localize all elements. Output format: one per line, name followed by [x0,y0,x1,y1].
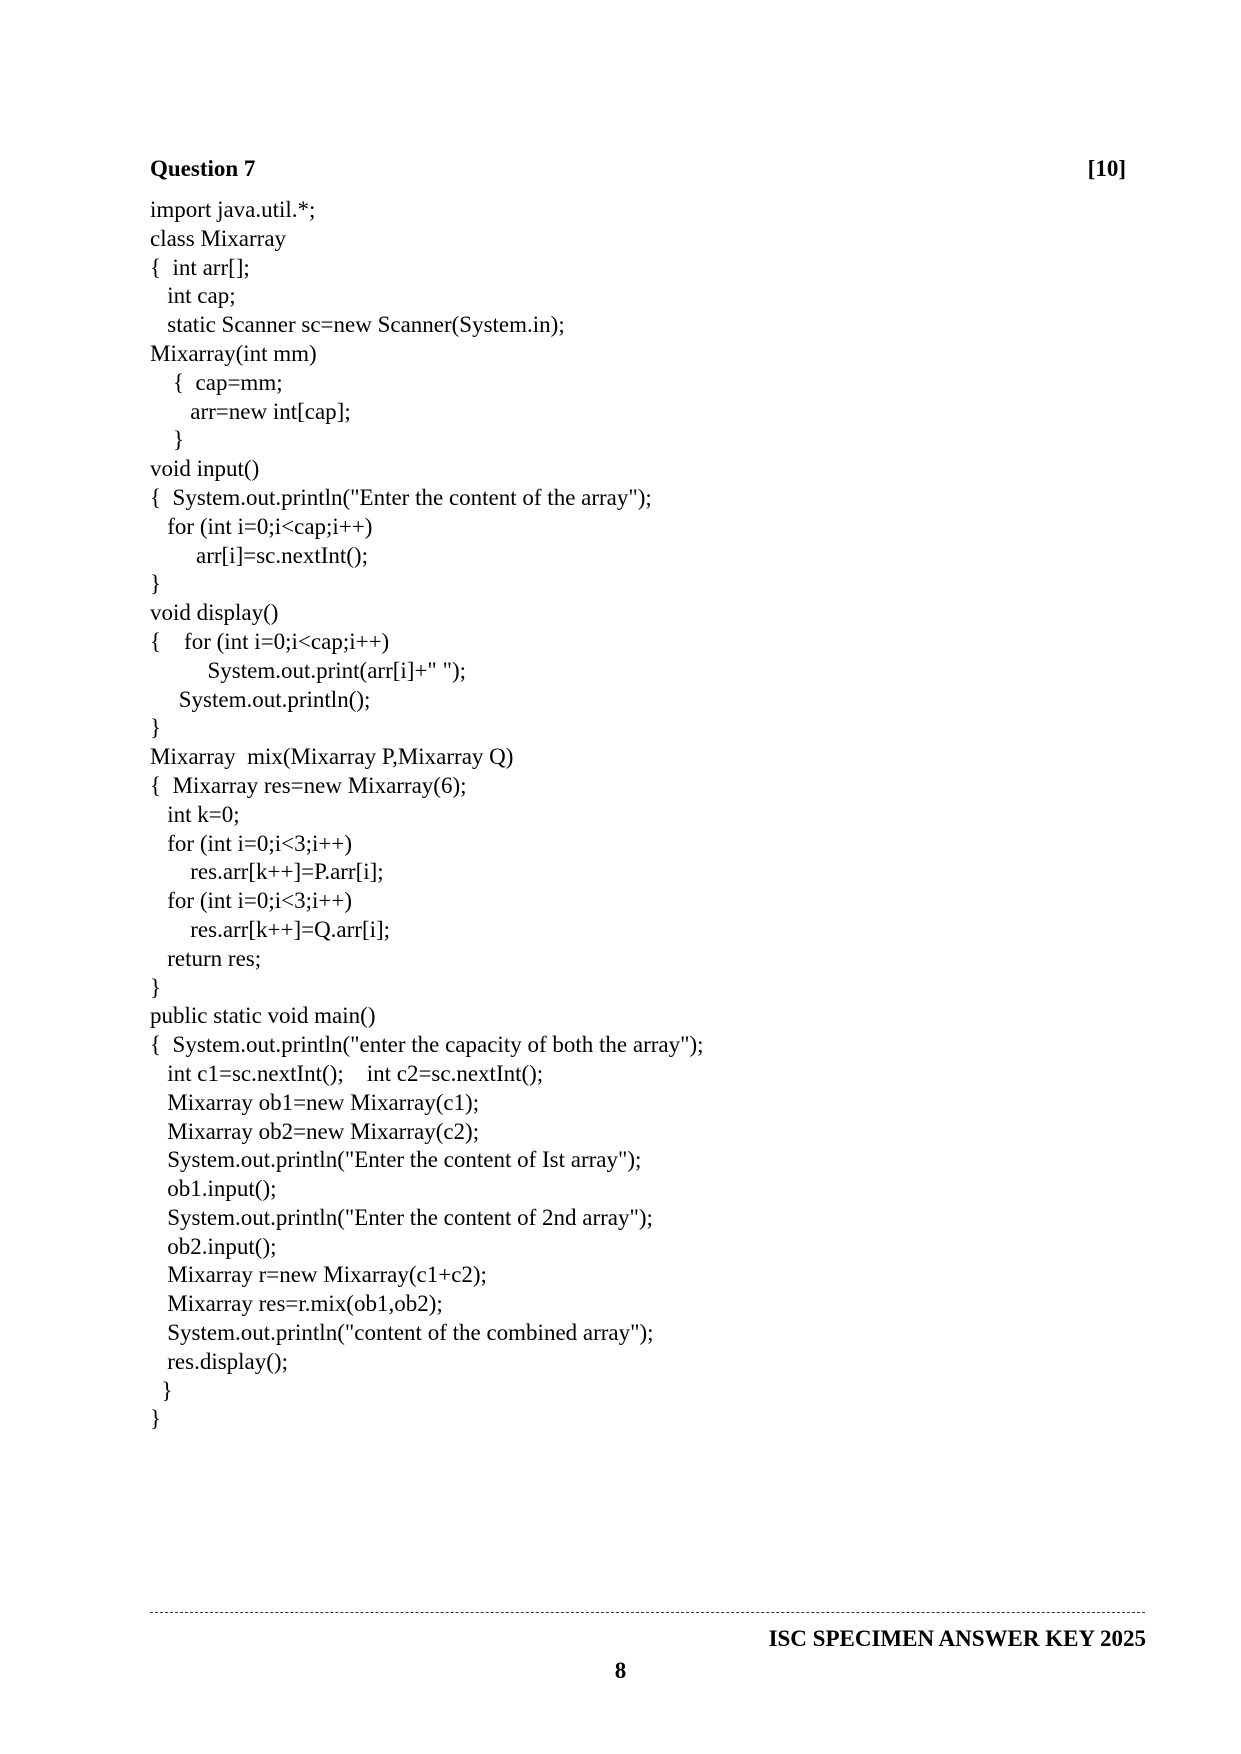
code-line: for (int i=0;i<cap;i++) [150,513,373,539]
code-line: int c1=sc.nextInt(); int c2=sc.nextInt(); [150,1060,544,1086]
page-number: 8 [614,1658,627,1683]
code-line: { Mixarray res=new Mixarray(6); [150,772,467,798]
code-line: arr=new int[cap]; [150,398,351,424]
code-line: ob2.input(); [150,1233,277,1259]
code-line: Mixarray res=r.mix(ob1,ob2); [150,1291,443,1317]
question-heading: Question 7 [150,156,256,181]
code-line: import java.util.*; [150,197,316,222]
code-line: { System.out.println("enter the capacity of both the array"); [150,1032,704,1058]
code-line: } [150,571,162,597]
code-line: Mixarray mix(Mixarray P,Mixarray Q) [150,744,514,770]
code-line: } [150,974,162,1000]
code-line: return res; [150,945,262,971]
code-line: } [150,715,162,741]
code-line: ob1.input(); [150,1176,277,1202]
question-marks: [10] [1087,156,1126,181]
code-line: arr[i]=sc.nextInt(); [150,542,368,568]
code-line: static Scanner sc=new Scanner(System.in); [150,312,565,338]
code-line: System.out.println("Enter the content of 2nd array"); [150,1204,653,1230]
code-line: void display() [150,600,279,626]
code-line: { cap=mm; [150,369,283,395]
code-line: public static void main() [150,1003,376,1029]
code-line: int cap; [150,283,236,309]
code-line: } [150,427,185,453]
code-line: } [150,1406,162,1432]
code-line: void input() [150,456,260,482]
code-line: Mixarray(int mm) [150,340,317,366]
code-line: } [150,1377,173,1403]
footer-divider [150,1612,1145,1613]
code-line: { for (int i=0;i<cap;i++) [150,628,390,654]
code-block [150,196,704,1434]
code-line: for (int i=0;i<3;i++) [150,830,353,856]
code-line: res.display(); [150,1348,288,1374]
code-line: System.out.println("content of the combined array"); [150,1320,654,1346]
code-line: Mixarray ob2=new Mixarray(c2); [150,1118,480,1144]
code-line: System.out.println(); [150,686,371,712]
code-line: System.out.println("Enter the content of Ist array"); [150,1147,642,1173]
code-line: Mixarray r=new Mixarray(c1+c2); [150,1262,487,1288]
code-line: for (int i=0;i<3;i++) [150,888,353,914]
code-line: res.arr[k++]=P.arr[i]; [150,859,384,885]
code-line: { System.out.println("Enter the content of the array"); [150,484,652,510]
code-line: int k=0; [150,801,240,827]
code-line: System.out.print(arr[i]+" "); [150,657,467,683]
code-line: class Mixarray [150,225,287,251]
code-line: { int arr[]; [150,254,250,280]
code-line: res.arr[k++]=Q.arr[i]; [150,916,391,942]
code-line: Mixarray ob1=new Mixarray(c1); [150,1089,480,1115]
footer-title: ISC SPECIMEN ANSWER KEY 2025 [768,1626,1146,1651]
